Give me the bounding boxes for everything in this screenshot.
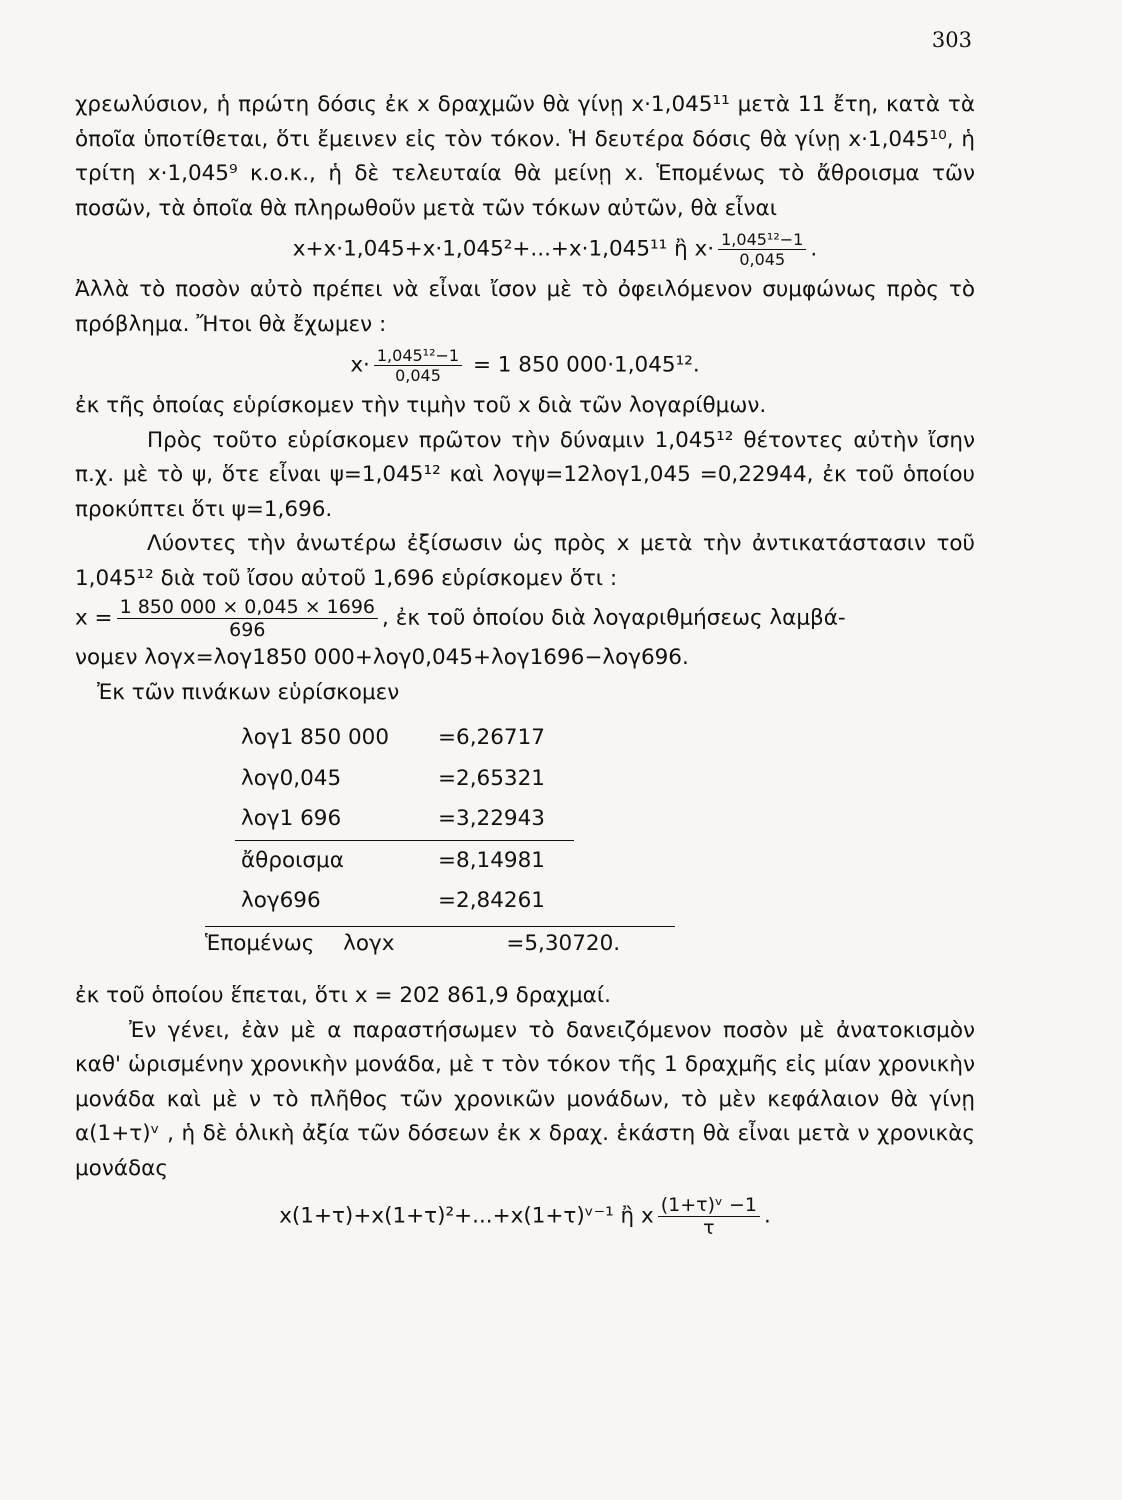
equation-balance-numerator: 1,045¹²−1 [374,346,462,366]
result-label: λογx [343,930,395,956]
logarithm-table [235,718,574,922]
paragraph-2: Ἀλλὰ τὸ ποσὸν αὐτὸ πρέπει νὰ εἶναι ἴσον μὲ τὸ ὀφειλόμενον συμφώνως πρὸς τὸ πρόβλημα. Ἤτοι θὰ ἔχωμεν : [75,277,975,337]
equation-balance-denominator: 0,045 [395,366,441,385]
log-label: λογ696 [241,888,321,913]
paragraph-1: χρεωλύσιον, ἡ πρώτη δόσις ἐκ x δραχμῶν θὰ γίνῃ x·1,045¹¹ μετὰ 11 ἔτη, κατὰ τὰ ὁποῖα ὑποτίθεται, ὅτι ἔμεινεν εἰς τὸν τόκον. Ἡ δευτέρα δόσις θὰ γίνῃ x·1,045¹⁰, ἡ τρίτη x·1,045⁹ κ.ο.κ., ἡ δὲ τελευταία θὰ μείνῃ x. Ἑπομένως τὸ ἄθροισμα τῶν ποσῶν, τὰ ὁποῖα θὰ πληρωθοῦν μετὰ τῶν τόκων αὐτῶν, θὰ εἶναι [75,92,975,221]
equation-balance-fraction [374,346,462,385]
equation-sum-fraction [718,230,806,269]
equation-solve-denominator: 696 [229,619,266,641]
paragraph-9: Ἐν γένει, ἐὰν μὲ α παραστήσωμεν τὸ δανειζόμενον ποσὸν μὲ ἀνατοκισμὸν καθ' ὡρισμένην χρονικὴν μονάδα, μὲ τ τὸν τόκον τῆς 1 δραχμῆς εἰς μίαν χρονικὴν μονάδα καὶ μὲ ν τὸ πλῆθος τῶν χρονικῶν μονάδων, τὸ μὲν κεφάλαιον θὰ γίνῃ α(1+τ)ᵛ , ἡ δὲ ὁλικὴ ἀξία τῶν δόσεων ἐκ x δραχ. ἑκάστη θὰ εἶναι μετὰ ν χρονικὰς μονάδας [75,1017,975,1181]
paragraph-8: ἐκ τοῦ ὁποίου ἕπεται, ὅτι x = 202 861,9 δραχμαί. [75,983,611,1008]
table-row [235,759,574,800]
page-number: 303 [931,28,972,52]
log-value: =2,65321 [438,765,545,791]
equation-general-left: x(1+τ)+x(1+τ)²+...+x(1+τ)ᵛ⁻¹ ἢ x [279,1203,654,1229]
log-value: =6,26717 [438,725,545,750]
table-row [235,840,574,881]
equation-solve-numerator: 1 850 000 × 0,045 × 1696 [117,596,378,619]
log-value: =3,22943 [438,806,545,831]
log-label: ἄθροισμα [235,840,432,881]
paragraph-5: Λύοντες τὴν ἀνωτέρω ἐξίσωσιν ὡς πρὸς x μετὰ τὴν ἀντικατάστασιν τοῦ 1,045¹² διὰ τοῦ ἴσου αὐτοῦ 1,696 εὑρίσκομεν ὅτι : [75,531,975,591]
equation-solve-left: x = [75,605,113,631]
log-label: λογ0,045 [241,765,342,791]
result-prefix: Ἑπομένως [205,930,315,956]
equation-general-denominator: τ [703,1217,715,1239]
log-label: λογ1 696 [241,806,342,831]
equation-sum-series: x+x·1,045+x·1,045²+...+x·1,045¹¹ ἢ x· $\frac{\text{1,045¹²−1}}{0,045}$ . [292,230,818,269]
equation-general-fraction [658,1194,760,1239]
equation-solve-fraction [117,596,378,641]
result-value: =5,30720. [506,930,621,956]
equation-balance-left: x· [350,352,370,378]
paragraph-4: Πρὸς τοῦτο εὑρίσκομεν πρῶτον τὴν δύναμιν 1,045¹² θέτοντες αὐτὴν ἴσην π.χ. μὲ τὸ ψ, ὅτε εἶναι ψ=1,045¹² καὶ λογψ=12λογ1,045 =0,22944, ἐκ τοῦ ὁποίου προκύπτει ὅτι ψ=1,696. [75,427,975,522]
equation-balance-right: = 1 850 000·1,045¹². [472,352,700,378]
equation-sum-denominator: 0,045 [739,250,786,269]
equation-sum-numerator: 1,045¹²−1 [718,230,806,250]
paragraph-3: ἐκ τῆς ὁποίας εὑρίσκομεν τὴν τιμὴν τοῦ x διὰ τῶν λογαρίθμων. [75,393,767,418]
equation-general [75,1194,975,1239]
equation-general-numerator: (1+τ)ᵛ −1 [658,1194,760,1217]
log-value: =8,14981 [432,840,574,881]
equation-solve-x [75,596,975,641]
paragraph-7: Ἐκ τῶν πινάκων εὑρίσκομεν [97,679,400,705]
page-body [75,88,975,1243]
equation-sum-left: x+x·1,045+x·1,045²+...+x·1,045¹¹ ἢ x· [292,236,715,262]
result-line [205,926,675,962]
equation-general-end: . [763,1203,771,1229]
equation-solve-right: , ἐκ τοῦ ὁποίου διὰ λογαριθμήσεως λαμβά- [382,605,846,631]
log-value: =2,84261 [438,888,545,913]
equation-balance [75,346,975,385]
paragraph-6: νομεν λογx=λογ1850 000+λογ0,045+λογ1696−λογ696. [75,645,689,670]
table-row [235,881,574,922]
log-label: λογ1 850 000 [241,725,390,750]
table-row [235,718,574,759]
table-row [235,799,574,840]
